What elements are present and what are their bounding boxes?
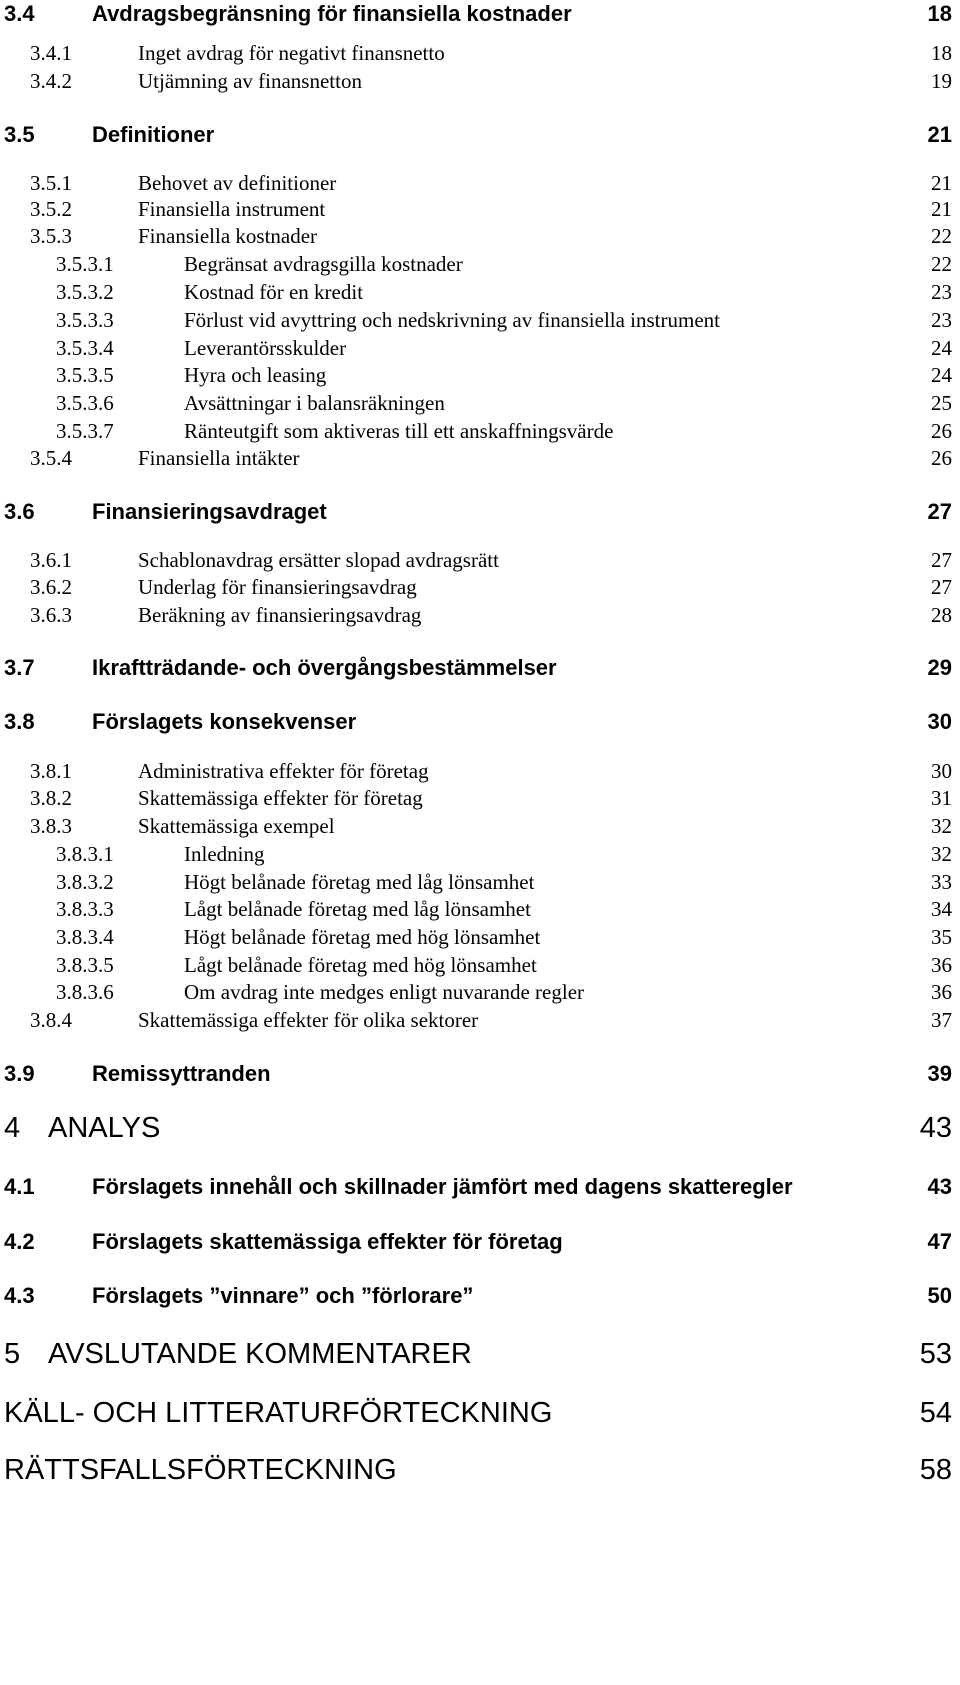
toc-entry-title: Remissyttranden [92,1061,271,1086]
toc-entry-number: 3.6.1 [30,548,72,572]
toc-entry[interactable] [0,335,960,361]
toc-entry-number: 3.6.2 [30,575,72,599]
toc-entry-title: ANALYS [48,1112,161,1144]
toc-entry-number: 3.5.3 [30,224,72,248]
toc-entry-number: 3.5.2 [30,197,72,221]
toc-entry-number: 5 [4,1338,21,1370]
toc-entry[interactable] [0,1060,960,1088]
toc-entry-page: 39 [927,1061,952,1086]
toc-entry-title: Inledning [184,842,265,866]
toc-entry-page: 28 [931,603,952,627]
toc-entry[interactable] [0,223,960,249]
toc-entry-title: RÄTTSFALLSFÖRTECKNING [4,1454,397,1486]
toc-entry-title: Begränsat avdragsgilla kostnader [184,252,463,276]
toc-entry-page: 58 [919,1454,952,1486]
toc-entry-number: 3.5.3.4 [56,336,114,360]
toc-entry-number: 3.5.4 [30,446,72,470]
toc-entry-number: 3.8.3.1 [56,842,114,866]
toc-entry-page: 43 [919,1112,952,1144]
toc-entry-title: Förlust vid avyttring och nedskrivning av finansiella instrument [184,308,721,332]
toc-entry[interactable] [0,896,960,922]
toc-entry[interactable] [0,1395,960,1431]
toc-entry-number: 3.4.2 [30,69,72,93]
toc-entry-number: 3.8.1 [30,759,72,783]
toc-entry[interactable] [0,121,960,149]
toc-entry-title: Högt belånade företag med hög lönsamhet [184,925,541,949]
toc-entry-title: Lågt belånade företag med låg lönsamhet [184,897,531,921]
toc-entry-page: 33 [931,870,952,894]
toc-entry-page: 43 [927,1174,952,1199]
toc-entry-page: 30 [927,709,952,734]
toc-entry-number: 3.5.1 [30,171,72,195]
toc-entry[interactable] [0,952,960,978]
toc-entry-page: 24 [931,336,952,360]
toc-entry-number: 4 [4,1112,21,1144]
toc-entry[interactable] [0,445,960,471]
toc-entry-page: 36 [931,953,952,977]
toc-entry-title: Behovet av definitioner [138,171,337,195]
toc-entry-title: Ränteutgift som aktiveras till ett anskaffningsvärde [184,419,614,443]
toc-entry-number: 3.7 [4,655,35,680]
toc-entry[interactable] [0,1282,960,1310]
toc-entry-title: Leverantörsskulder [184,336,347,360]
toc-entry-page: 31 [931,786,952,810]
toc-entry-number: 3.5.3.3 [56,308,114,332]
toc-entry-number: 3.6 [4,499,35,524]
toc-entry-title: Skattemässiga effekter för olika sektorer [138,1008,479,1032]
toc-entry-title: Finansiella intäkter [138,446,300,470]
toc-entry-title: Om avdrag inte medges enligt nuvarande regler [184,980,585,1004]
toc-entry-number: 3.8.3 [30,814,72,838]
toc-entry[interactable] [0,0,960,28]
toc-entry-page: 54 [919,1397,952,1429]
toc-entry[interactable] [0,196,960,222]
toc-entry-title: Förslagets innehåll och skillnader jämfört med dagens skatteregler [92,1174,793,1199]
toc-entry-title: Beräkning av finansieringsavdrag [138,603,422,627]
toc-entry-page: 27 [927,499,952,524]
toc-entry-page: 53 [919,1338,952,1370]
toc-entry-number: 3.5 [4,122,35,147]
toc-entry-title: Kostnad för en kredit [184,280,364,304]
toc-entry-title: AVSLUTANDE KOMMENTARER [48,1338,472,1370]
toc-entry-title: KÄLL- OCH LITTERATURFÖRTECKNING [4,1397,553,1429]
toc-entry[interactable] [0,602,960,628]
toc-entry[interactable] [0,251,960,277]
toc-entry[interactable] [0,1228,960,1256]
toc-entry[interactable] [0,418,960,444]
toc-entry-page: 19 [931,69,952,93]
toc-entry[interactable] [0,279,960,305]
toc-entry-page: 18 [931,41,952,65]
toc-entry[interactable] [0,547,960,573]
toc-entry-title: Förslagets konsekvenser [92,709,357,734]
toc-entry-page: 21 [927,122,952,147]
toc-entry-title: Skattemässiga effekter för företag [138,786,423,810]
toc-entry-number: 3.4.1 [30,41,72,65]
toc-entry-page: 47 [927,1229,952,1254]
toc-entry-title: Förslagets skattemässiga effekter för företag [92,1229,563,1254]
toc-entry[interactable] [0,498,960,526]
toc-entry-number: 3.6.3 [30,603,72,627]
toc-entry[interactable] [0,1336,960,1372]
toc-entry-page: 21 [931,197,952,221]
toc-entry-title: Skattemässiga exempel [138,814,335,838]
toc-entry[interactable] [0,1173,960,1201]
toc-entry-number: 4.1 [4,1174,35,1199]
toc-entry-page: 50 [927,1283,952,1308]
toc-entry-page: 25 [931,391,952,415]
toc-entry-number: 3.8.3.4 [56,925,114,949]
toc-entry[interactable] [0,813,960,839]
toc-entry-page: 26 [931,419,952,443]
toc-entry-number: 3.8.3.6 [56,980,114,1004]
toc-entry-title: Administrativa effekter för företag [138,759,429,783]
toc-entry-title: Avdragsbegränsning för finansiella kostnader [92,1,572,26]
toc-entry-number: 3.8.4 [30,1008,72,1032]
toc-entry-page: 29 [927,655,952,680]
toc-entry-page: 36 [931,980,952,1004]
toc-entry-number: 3.4 [4,1,35,26]
toc-entry-number: 3.5.3.6 [56,391,114,415]
toc-entry-page: 21 [931,171,952,195]
toc-entry[interactable] [0,574,960,600]
toc-entry[interactable] [0,708,960,736]
toc-entry-title: Finansiella kostnader [138,224,318,248]
toc-entry[interactable] [0,924,960,950]
toc-entry-title: Ikraftträdande- och övergångsbestämmelser [92,655,557,680]
toc-entry-number: 3.8.3.3 [56,897,114,921]
toc-entry-page: 23 [931,308,952,332]
toc-entry-title: Underlag för finansieringsavdrag [138,575,417,599]
toc-entry-page: 23 [931,280,952,304]
toc-entry-number: 4.3 [4,1283,35,1308]
toc-entry-title: Finansiella instrument [138,197,326,221]
toc-entry-title: Utjämning av finansnetton [138,69,362,93]
toc-entry[interactable] [0,758,960,784]
toc-entry-number: 3.5.3.5 [56,363,114,387]
toc-entry[interactable] [0,307,960,333]
toc-entry-page: 32 [931,842,952,866]
toc-entry-title: Hyra och leasing [184,363,327,387]
toc-entry-title: Inget avdrag för negativt finansnetto [138,41,445,65]
toc-entry-page: 27 [931,575,952,599]
toc-entry-page: 34 [931,897,952,921]
toc-entry-number: 3.5.3.7 [56,419,114,443]
toc-entry-number: 3.5.3.2 [56,280,114,304]
toc-entry[interactable] [0,979,960,1005]
toc-entry[interactable] [0,1452,960,1488]
toc-entry[interactable] [0,654,960,682]
toc-entry-title: Förslagets ”vinnare” och ”förlorare” [92,1283,474,1308]
toc-entry-page: 18 [927,1,952,26]
toc-entry[interactable] [0,40,960,66]
toc-entry-page: 35 [931,925,952,949]
toc-entry-number: 4.2 [4,1229,35,1254]
toc-entry[interactable] [0,869,960,895]
toc-entry[interactable] [0,1007,960,1033]
toc-entry-page: 27 [931,548,952,572]
toc-entry-page: 32 [931,814,952,838]
toc-entry[interactable] [0,170,960,196]
toc-entry-page: 37 [931,1008,952,1032]
toc-entry[interactable] [0,390,960,416]
toc-entry[interactable] [0,68,960,94]
toc-entry-page: 22 [931,224,952,248]
toc-entry[interactable] [0,841,960,867]
toc-entry-title: Definitioner [92,122,215,147]
toc-entry-page: 22 [931,252,952,276]
toc-entry-page: 30 [931,759,952,783]
toc-entry-number: 3.9 [4,1061,35,1086]
toc-entry-title: Högt belånade företag med låg lönsamhet [184,870,535,894]
toc-entry-page: 24 [931,363,952,387]
toc-entry-page: 26 [931,446,952,470]
toc-entry[interactable] [0,785,960,811]
toc-entry[interactable] [0,1110,960,1146]
toc-entry-number: 3.8 [4,709,35,734]
toc-entry-number: 3.8.2 [30,786,72,810]
toc-entry[interactable] [0,362,960,388]
toc-entry-title: Schablonavdrag ersätter slopad avdragsrätt [138,548,499,572]
toc-entry-number: 3.8.3.5 [56,953,114,977]
toc-entry-number: 3.5.3.1 [56,252,114,276]
toc-entry-number: 3.8.3.2 [56,870,114,894]
toc-entry-title: Finansieringsavdraget [92,499,327,524]
toc-entry-title: Lågt belånade företag med hög lönsamhet [184,953,537,977]
toc-entry-title: Avsättningar i balansräkningen [184,391,445,415]
